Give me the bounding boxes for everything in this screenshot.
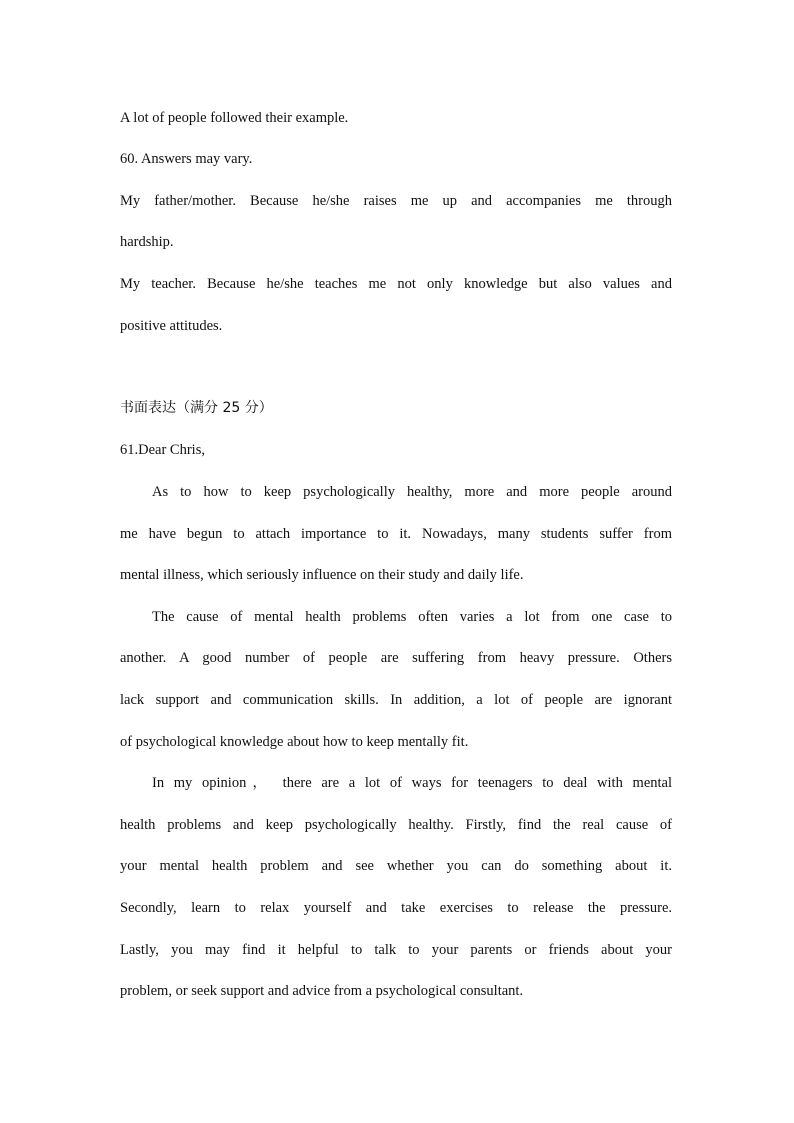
answer-60-teacher-line-2: positive attitudes. bbox=[120, 318, 223, 334]
letter-p1-line-1: As to how to keep psychologically healthy, more and more people around bbox=[152, 484, 672, 500]
letter-p3-line-3: your mental health problem and see whether you can do something about it. bbox=[120, 858, 672, 874]
letter-p3-line-1: In my opinion， there are a lot of ways for teenagers to deal with mental bbox=[152, 775, 672, 791]
letter-p2-line-1: The cause of mental health problems often varies a lot from one case to bbox=[152, 609, 672, 625]
writing-section-title: 书面表达（满分 25 分） bbox=[120, 400, 273, 416]
letter-p1-line-3: mental illness, which seriously influence on their study and daily life. bbox=[120, 567, 524, 583]
letter-p2-line-2: another. A good number of people are suffering from heavy pressure. Others bbox=[120, 650, 672, 666]
answer-60-father-line-2: hardship. bbox=[120, 234, 174, 250]
letter-p3-line-4: Secondly, learn to relax yourself and take exercises to release the pressure. bbox=[120, 900, 672, 916]
letter-p3-line-6: problem, or seek support and advice from a psychological consultant. bbox=[120, 983, 524, 999]
letter-p3-line-5: Lastly, you may find it helpful to talk to your parents or friends about your bbox=[120, 942, 672, 958]
letter-p3-line-2: health problems and keep psychologically healthy. Firstly, find the real cause of bbox=[120, 817, 672, 833]
answer-60-header: 60. Answers may vary. bbox=[120, 151, 253, 167]
letter-p2-line-3: lack support and communication skills. In addition, a lot of people are ignorant bbox=[120, 692, 672, 708]
letter-greeting: 61.Dear Chris, bbox=[120, 442, 205, 458]
answer-60-teacher-line-1: My teacher. Because he/she teaches me not only knowledge but also values and bbox=[120, 276, 672, 292]
answer-60-father-line-1: My father/mother. Because he/she raises me up and accompanies me through bbox=[120, 193, 672, 209]
letter-p2-line-4: of psychological knowledge about how to keep mentally fit. bbox=[120, 734, 469, 750]
answer-59-tail: A lot of people followed their example. bbox=[120, 110, 349, 126]
letter-p1-line-2: me have begun to attach importance to it. Nowadays, many students suffer from bbox=[120, 526, 672, 542]
